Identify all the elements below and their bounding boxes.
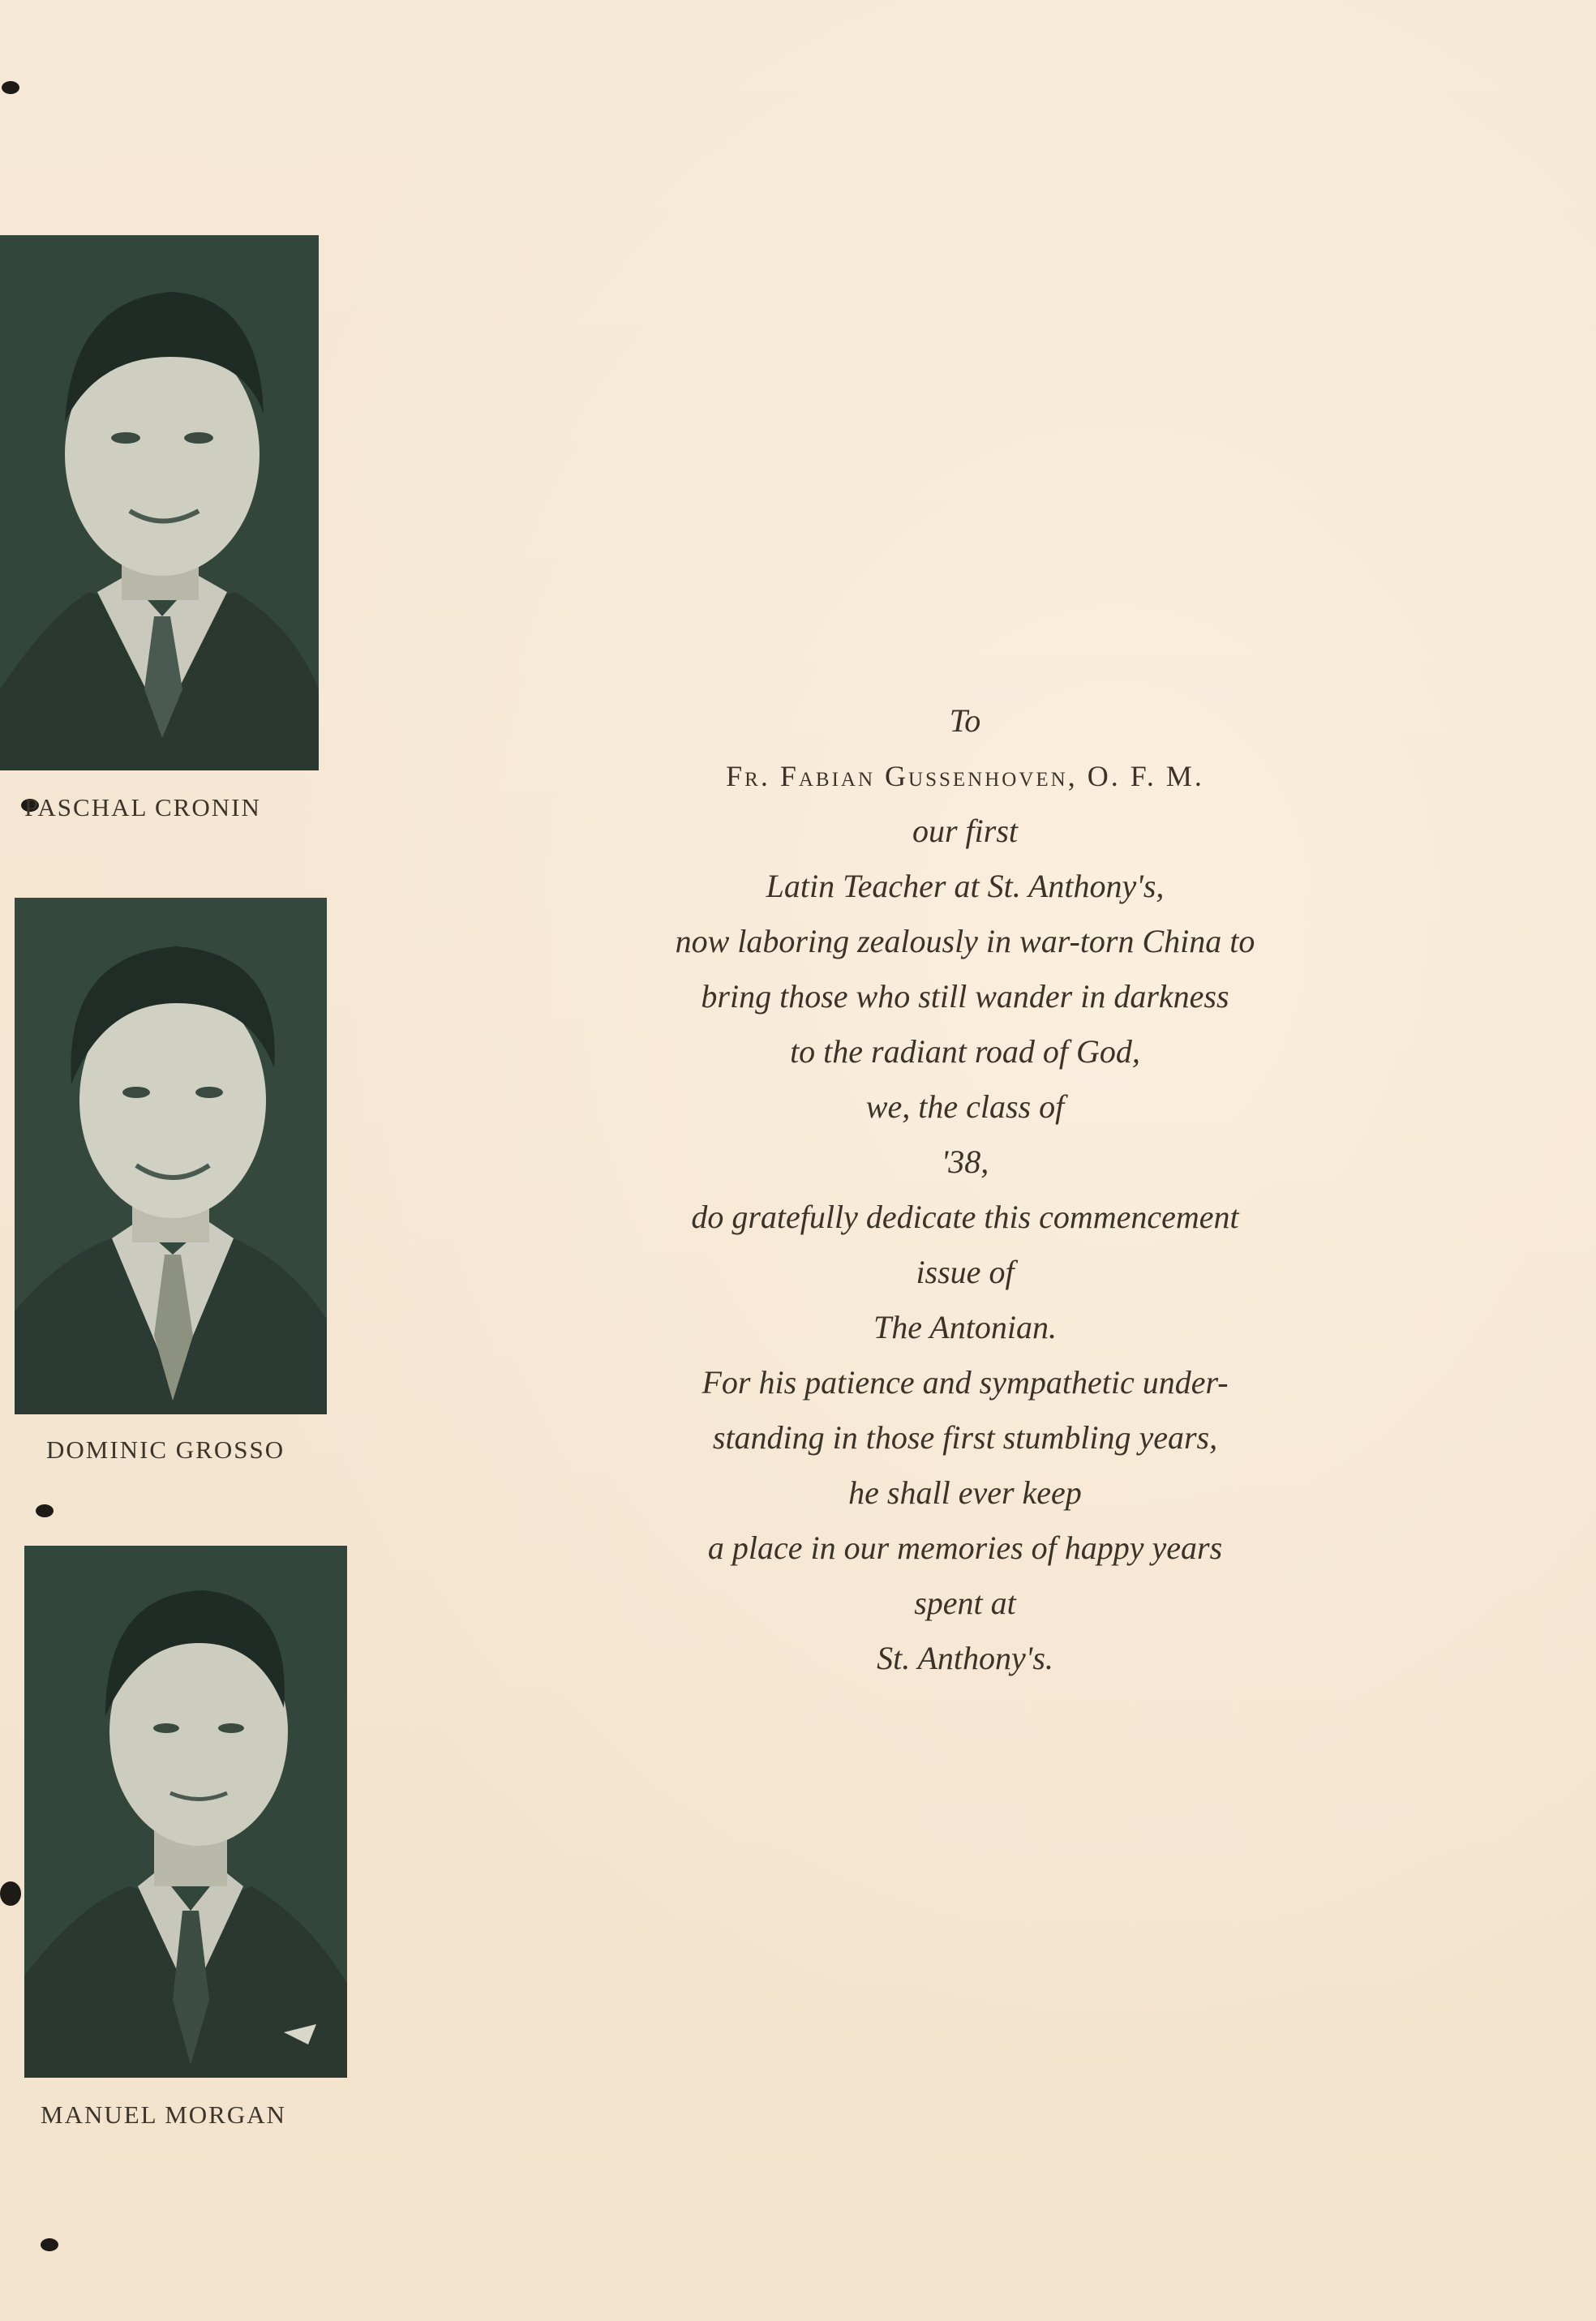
dedication-line: now laboring zealously in war-torn China to [675,923,1255,959]
portrait-photo-3 [24,1546,347,2078]
dedication-line-to: To [949,702,981,739]
portrait-silhouette-icon [0,235,319,770]
dedication-line: '38, [941,1143,989,1180]
dedication-line-honoree: Fr. Fabian Gussenhoven, O. F. M. [726,760,1204,792]
dedication-line: we, the class of [865,1088,1065,1125]
dedication-block [592,693,1338,1686]
dedication-line: bring those who still wander in darkness [701,978,1229,1015]
dedication-line: standing in those first stumbling years, [712,1419,1218,1456]
dedication-line: issue of [916,1254,1015,1290]
binding-hole [41,2238,58,2251]
dedication-line: For his patience and sympathetic under- [701,1364,1229,1401]
binding-hole [36,1504,54,1517]
dedication-line: a place in our memories of happy years [707,1529,1223,1566]
dedication-line: spent at [914,1585,1016,1621]
dedication-line: Latin Teacher at St. Anthony's, [766,868,1165,904]
portrait-caption-3: MANUEL MORGAN [41,2100,286,2129]
dedication-line-publication: The Antonian. [873,1309,1057,1345]
portrait-caption-1: PASCHAL CRONIN [24,793,261,822]
dedication-line: our first [912,813,1019,849]
portrait-photo-2 [15,898,327,1414]
dedication-line: he shall ever keep [848,1474,1082,1511]
portrait-photo-1 [0,235,319,770]
portrait-silhouette-icon [24,1546,347,2078]
dedication-line: to the radiant road of God, [790,1033,1140,1070]
dedication-line: St. Anthony's. [877,1640,1053,1676]
dedication-line: do gratefully dedicate this commencement [691,1199,1239,1235]
binding-hole [0,1881,21,1906]
portrait-silhouette-icon [15,898,327,1414]
portrait-caption-2: DOMINIC GROSSO [46,1435,285,1464]
binding-hole [2,81,19,94]
